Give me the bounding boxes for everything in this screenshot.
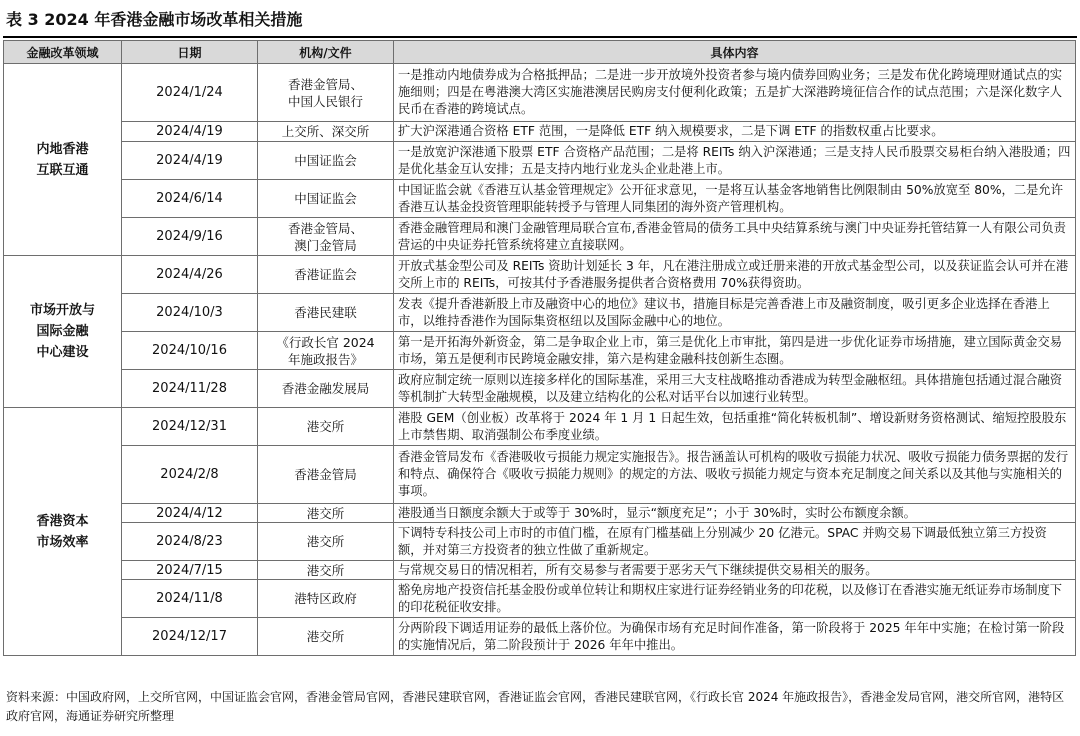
date-cell: 2024/4/19 [122,122,258,142]
date-cell: 2024/11/28 [122,370,258,408]
category-cell: 香港资本 市场效率 [4,408,122,656]
table-body [4,64,1076,656]
content-cell: 港股 GEM（创业板）改革将于 2024 年 1 月 1 日起生效，包括重推“简化转板机制”、增设新财务资格测试、缩短控股股东上市禁售期、取消强制公布季度业绩。 [394,408,1076,446]
org-cell: 香港金管局 [258,446,394,504]
table-row [4,256,1076,294]
date-cell: 2024/4/19 [122,142,258,180]
content-cell: 香港金融管理局和澳门金融管理局联合宣布,香港金管局的债务工具中央结算系统与澳门中央证券托管结算一人有限公司负责营运的中央证券托管系统将建立直接联网。 [394,218,1076,256]
org-cell: 香港民建联 [258,294,394,332]
table-row [4,332,1076,370]
date-cell: 2024/10/3 [122,294,258,332]
content-cell: 政府应制定统一原则以连接多样化的国际基准，采用三大支柱战略推动香港成为转型金融枢纽。具体措施包括通过混合融资等机制扩大转型金融规模，以及建立结构化的公私对话平台以加速行业转型。 [394,370,1076,408]
date-cell: 2024/4/12 [122,504,258,523]
content-cell: 中国证监会就《香港互认基金管理规定》公开征求意见，一是将互认基金客地销售比例限制由 50%放宽至 80%，二是允许香港互认基金投资管理职能转授予与管理人同集团的海外资产管理机构。 [394,180,1076,218]
date-cell: 2024/8/23 [122,523,258,561]
table-row [4,408,1076,446]
header-row [4,41,1076,64]
table-row [4,142,1076,180]
org-cell: 香港金融发展局 [258,370,394,408]
content-cell: 一是推动内地债券成为合格抵押品；二是进一步开放境外投资者参与境内债券回购业务；三是发布优化跨境理财通试点的实施细则；四是在粤港澳大湾区实施港澳居民购房支付便利化政策；五是扩大深港跨境征信合作的试点范围；六是深化数字人民币在香港的跨境试点。 [394,64,1076,122]
org-cell: 香港金管局、 中国人民银行 [258,64,394,122]
content-cell: 港股通当日额度余额大于或等于 30%时，显示“额度充足”；小于 30%时，实时公布额度余额。 [394,504,1076,523]
content-cell: 开放式基金型公司及 REITs 资助计划延长 3 年，凡在港注册成立或迁册来港的开放式基金型公司，以及获证监会认可并在港交所上市的 REITs，可按其付予香港服务提供者合资格费用 70%获得资助。 [394,256,1076,294]
source-note: 资料来源：中国政府网，上交所官网，中国证监会官网，香港金管局官网，香港民建联官网，香港证监会官网，香港民建联官网，《行政长官 2024 年施政报告》，香港金发局官网，港交所官网，港特区政府官网，海通证券研究所整理 [6,690,1065,723]
date-cell: 2024/12/31 [122,408,258,446]
date-cell: 2024/1/24 [122,64,258,122]
date-cell: 2024/7/15 [122,561,258,580]
table-row [4,122,1076,142]
content-cell: 下调特专科技公司上市时的市值门槛，在原有门槛基础上分别减少 20 亿港元。SPAC 并购交易下调最低独立第三方投资额，并对第三方投资者的独立性做了重新规定。 [394,523,1076,561]
table-row [4,294,1076,332]
org-cell: 香港证监会 [258,256,394,294]
table-row [4,504,1076,523]
header-org: 机构/文件 [258,41,394,64]
table-row [4,370,1076,408]
table-title: 表 3 2024 年香港金融市场改革相关措施 [6,10,303,29]
content-cell: 一是放宽沪深港通下股票 ETF 合资格产品范围；二是将 REITs 纳入沪深港通；三是支持人民币股票交易柜台纳入港股通；四是优化基金互认安排；五是支持内地行业龙头企业赴港上市。 [394,142,1076,180]
date-cell: 2024/9/16 [122,218,258,256]
org-cell: 港交所 [258,408,394,446]
org-cell: 《行政长官 2024 年施政报告》 [258,332,394,370]
header-category: 金融改革领域 [4,41,122,64]
table-row [4,618,1076,656]
table-row [4,523,1076,561]
content-cell: 扩大沪深港通合资格 ETF 范围，一是降低 ETF 纳入规模要求，二是下调 ETF 的指数权重占比要求。 [394,122,1076,142]
table-row [4,218,1076,256]
org-cell: 中国证监会 [258,180,394,218]
header-content: 具体内容 [394,41,1076,64]
table-row [4,446,1076,504]
content-cell: 第一是开拓海外新资金，第二是争取企业上市，第三是优化上市审批，第四是进一步优化证券市场措施，建立国际黄金交易市场，第五是便利市民跨境金融安排，第六是构建金融科技创新生态圈。 [394,332,1076,370]
org-cell: 上交所、深交所 [258,122,394,142]
table-row [4,180,1076,218]
org-cell: 香港金管局、 澳门金管局 [258,218,394,256]
header-date: 日期 [122,41,258,64]
content-cell: 香港金管局发布《香港吸收亏损能力规定实施报告》。报告涵盖认可机构的吸收亏损能力状况、吸收亏损能力债务票据的发行和特点、确保符合《吸收亏损能力规则》的规定的方法、吸收亏损能力规定与资本充足制度之间关系以及其他与实施相关的事项。 [394,446,1076,504]
date-cell: 2024/2/8 [122,446,258,504]
date-cell: 2024/4/26 [122,256,258,294]
org-cell: 港交所 [258,504,394,523]
content-cell: 豁免房地产投资信托基金股份或单位转让和期权庄家进行证券经销业务的印花税，以及修订在香港实施无纸证券市场制度下的印花税征收安排。 [394,580,1076,618]
org-cell: 港交所 [258,618,394,656]
content-cell: 分两阶段下调适用证券的最低上落价位。为确保市场有充足时间作准备，第一阶段将于 2025 年年中实施；在检讨第一阶段的实施情况后，第二阶段预计于 2026 年年中推出。 [394,618,1076,656]
table-row [4,64,1076,122]
content-cell: 与常规交易日的情况相若，所有交易参与者需要于恶劣天气下继续提供交易相关的服务。 [394,561,1076,580]
category-cell: 市场开放与 国际金融 中心建设 [4,256,122,408]
reform-measures-table [3,40,1076,656]
org-cell: 港特区政府 [258,580,394,618]
date-cell: 2024/10/16 [122,332,258,370]
category-cell: 内地香港 互联互通 [4,64,122,256]
org-cell: 中国证监会 [258,142,394,180]
org-cell: 港交所 [258,523,394,561]
title-divider [3,36,1077,38]
table-row [4,561,1076,580]
date-cell: 2024/12/17 [122,618,258,656]
content-cell: 发表《提升香港新股上市及融资中心的地位》建议书，措施目标是完善香港上市及融资制度，吸引更多企业选择在香港上市，以维持香港作为国际集资枢纽以及国际金融中心的地位。 [394,294,1076,332]
org-cell: 港交所 [258,561,394,580]
date-cell: 2024/6/14 [122,180,258,218]
table-row [4,580,1076,618]
date-cell: 2024/11/8 [122,580,258,618]
